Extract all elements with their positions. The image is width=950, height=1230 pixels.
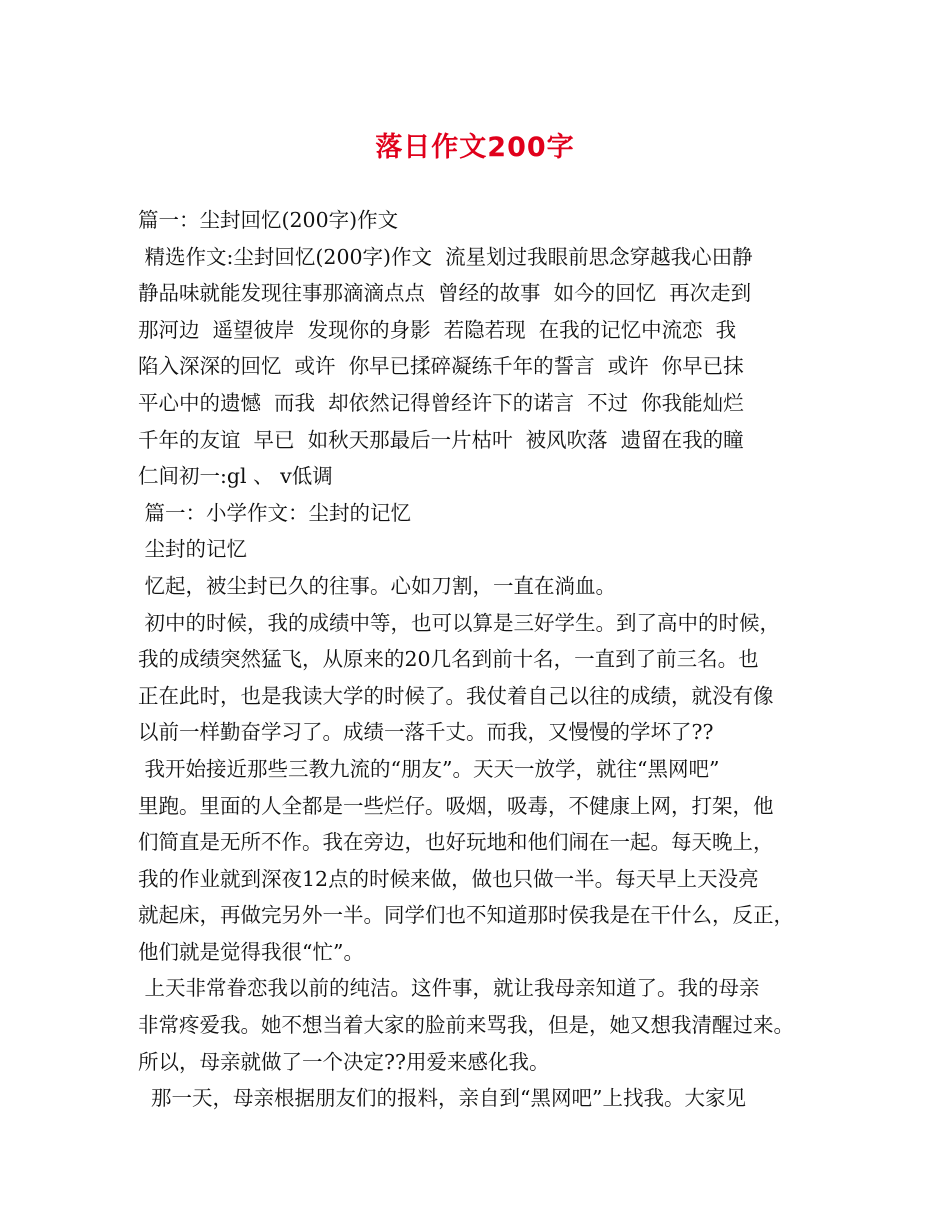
text-line: 上天非常眷恋我以前的纯洁。这件事，就让我母亲知道了。我的母亲 bbox=[138, 976, 760, 1001]
text-line: 就起床，再做完另外一半。同学们也不知道那时侯我是在干什么，反正， bbox=[138, 903, 794, 928]
text-line: 忆起，被尘封已久的往事。心如刀割，一直在淌血。 bbox=[138, 573, 617, 598]
text-line: 所以，母亲就做了一个决定??用爱来感化我。 bbox=[138, 1049, 550, 1074]
text-line: 千年的友谊 早已 如秋天那最后一片枯叶 被风吹落 遗留在我的瞳 bbox=[138, 427, 744, 452]
text-line: 尘封的记忆 bbox=[138, 537, 248, 562]
text-line: 非常疼爱我。她不想当着大家的脸前来骂我，但是，她又想我清醒过来。 bbox=[138, 1013, 794, 1038]
text-line: 陷入深深的回忆 或许 你早已揉碎凝练千年的誓言 或许 你早已抹 bbox=[138, 354, 744, 379]
text-line: 静品味就能发现往事那滴滴点点 曾经的故事 如今的回忆 再次走到 bbox=[138, 281, 752, 306]
text-line: 平心中的遗憾 而我 却依然记得曾经许下的诺言 不过 你我能灿烂 bbox=[138, 390, 744, 415]
text-line: 精选作文:尘封回忆(200字)作文 流星划过我眼前思念穿越我心田静 bbox=[138, 244, 753, 269]
document-body bbox=[138, 202, 828, 1117]
text-line: 正在此时，也是我读大学的时候了。我仗着自己以往的成绩，就没有像 bbox=[138, 683, 774, 708]
text-line: 那河边 遥望彼岸 发现你的身影 若隐若现 在我的记忆中流恋 我 bbox=[138, 317, 737, 342]
text-line: 初中的时候，我的成绩中等，也可以算是三好学生。到了高中的时候， bbox=[138, 610, 781, 635]
text-line: 篇一：小学作文：尘封的记忆 bbox=[138, 500, 412, 525]
text-line: 们简直是无所不作。我在旁边，也好玩地和他们闹在一起。每天晚上， bbox=[138, 830, 774, 855]
text-line: 那一天，母亲根据朋友们的报料，亲自到“黑网吧”上找我。大家见 bbox=[138, 1086, 746, 1111]
document-title: 落日作文200字 bbox=[375, 132, 575, 163]
text-line: 我开始接近那些三教九流的“朋友”。天天一放学，就往“黑网吧” bbox=[138, 756, 720, 781]
text-line: 我的作业就到深夜12点的时候来做，做也只做一半。每天早上天没亮 bbox=[138, 866, 759, 891]
text-line: 以前一样勤奋学习了。成绩一落千丈。而我，又慢慢的学坏了?? bbox=[138, 720, 714, 745]
text-line: 我的成绩突然猛飞，从原来的20几名到前十名，一直到了前三名。也 bbox=[138, 647, 759, 672]
text-line: 他们就是觉得我很“忙”。 bbox=[138, 939, 364, 964]
text-line: 篇一：尘封回忆(200字)作文 bbox=[138, 208, 399, 232]
text-line: 里跑。里面的人全都是一些烂仔。吸烟，吸毒，不健康上网，打架，他 bbox=[138, 793, 774, 818]
text-line: 仁间初一:gl 、 v低调 bbox=[138, 464, 333, 489]
